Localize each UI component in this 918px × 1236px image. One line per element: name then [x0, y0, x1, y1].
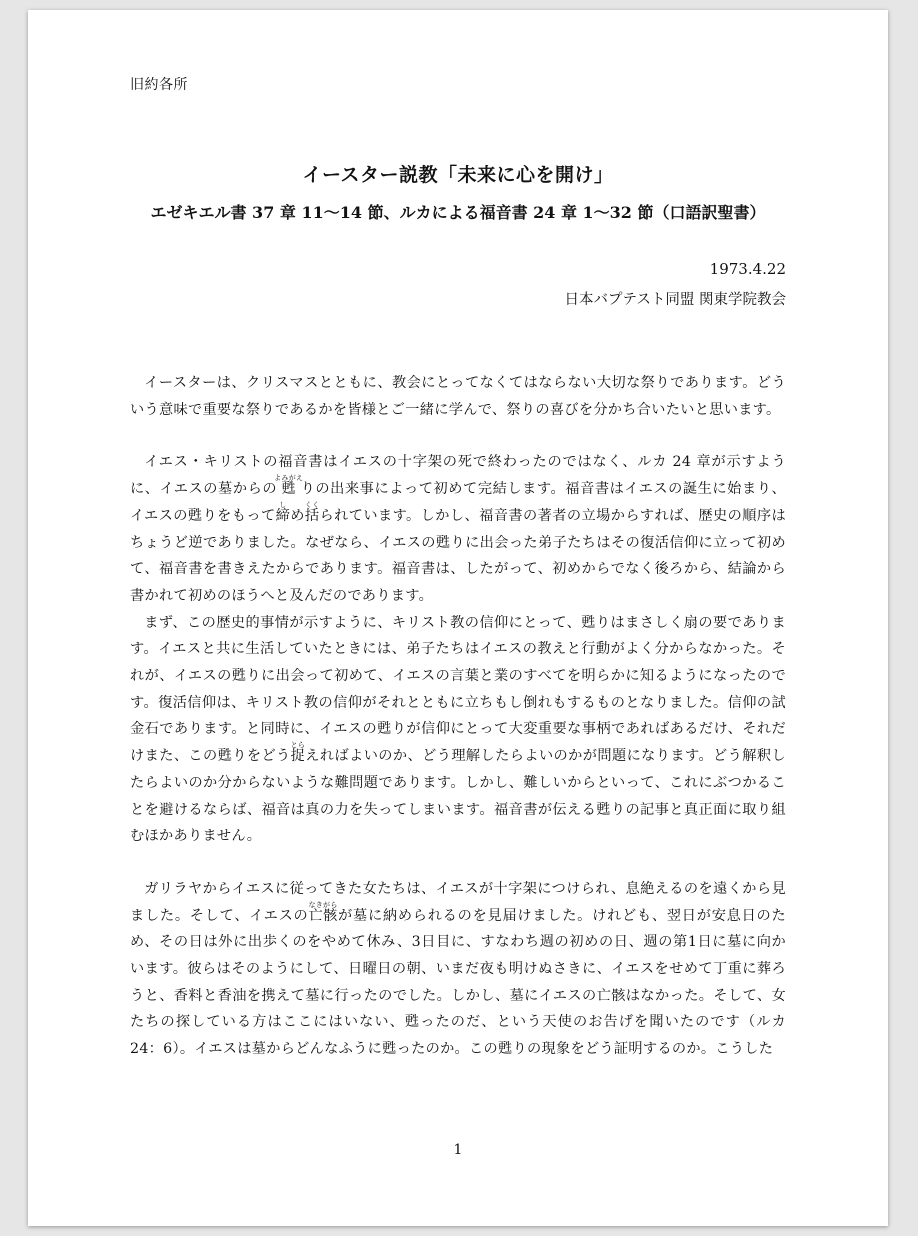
- sermon-title: イースター説教「未来に心を開け」: [302, 164, 614, 186]
- ruby-reading: くく: [304, 500, 320, 509]
- ruby-base: 括: [304, 507, 320, 524]
- paragraph-2-text-a: イエス・キリストの福音書はイエスの十字架の死で終わったのではなく、ルカ 24 章が示すように、イエスの墓からの: [130, 454, 786, 498]
- ruby-reading: とら: [290, 741, 306, 750]
- sermon-body: [130, 370, 786, 1063]
- paragraph-4: [130, 876, 786, 1063]
- ruby-nakigara: [308, 900, 338, 924]
- paragraph-3: [130, 610, 786, 850]
- ruby-base: 甦: [274, 481, 304, 498]
- paragraph-3-text-a: まず、この歴史的事情が示すように、キリスト教の信仰にとって、甦りはまさしく扇の要であります。イエスと共に生活していたときには、弟子たちはイエスの教えと行動がよく分からなかった。それが、イエスの甦りに出会って初めて、イエスの言葉と業のすべてを明らかに知るようになったのです。復活信仰は、キリスト教の信仰がそれとともに立ちもし倒れもするものとなりました。信仰の試金石であります。と同時に、イエスの甦りが信仰にとって大変重要な事柄であればあるだけ、それだけまた、この甦りをどう: [130, 614, 786, 765]
- ruby-reading: し: [275, 500, 291, 509]
- ruby-base: 捉: [290, 748, 306, 765]
- ruby-tora: [290, 741, 306, 765]
- ruby-base: 亡骸: [308, 907, 338, 924]
- paragraph-3-text-b: えればよいのか、どう理解したらよいのかが問題になります。どう解釈したらよいのか分からないような難問題であります。しかし、難しいからといって、これにぶつかることを避けるならば、福音は真の力を失ってしまいます。福音書が伝える甦りの記事と真正面に取り組むほかありません。: [130, 748, 786, 845]
- ruby-kuku: [304, 500, 320, 524]
- paragraph-2-text-c: め: [290, 507, 305, 524]
- paragraph-1: イースターは、クリスマスとともに、教会にとってなくてはならない大切な祭りであります。どういう意味で重要な祭りであるかを皆様とご一緒に学んで、祭りの喜びを分かち合いたいと思います。: [130, 375, 786, 418]
- page-number: 1: [453, 1142, 463, 1158]
- church-name: 日本バプテスト同盟 関東学院教会: [564, 292, 786, 308]
- sermon-date: 1973.4.22: [709, 260, 786, 278]
- ruby-yomigae: [274, 474, 304, 498]
- paragraph-2-text-d: られています。しかし、福音書の著者の立場からすれば、歴史の順序はちょうど逆でありました。なぜなら、イエスの甦りに出会った弟子たちはその復活信仰に立って初めて、福音書を書きえたからであります。福音書は、したがって、初めからでなく後ろから、結論から書かれて初めのほうへと及んだのであります。: [130, 507, 786, 604]
- ruby-base: 締: [275, 507, 291, 524]
- document-page: [28, 10, 888, 1226]
- ruby-shi: [275, 500, 291, 524]
- header-label: 旧約各所: [130, 77, 188, 93]
- paragraph-2: [130, 449, 786, 609]
- paragraph-4-text-a: ガリラヤからイエスに従ってきた女たちは、イエスが十字架につけられ、息絶えるのを遠くから見ました。そして、イエスの: [130, 880, 786, 924]
- scripture-reference: エゼキエル書 37 章 11〜14 節、ルカによる福音書 24 章 1〜32 節（口語訳聖書）: [150, 203, 766, 222]
- ruby-reading: よみがえ: [274, 474, 304, 483]
- ruby-reading: なきがら: [308, 900, 338, 909]
- paragraph-4-text-b: が墓に納められるのを見届けました。けれども、翌日が安息日のため、その日は外に出歩くのをやめて休み、3日目に、すなわち週の初めの日、週の第1日に墓に向かいます。彼らはそのようにして、日曜日の朝、いまだ夜も明けぬさきに、イエスをせめて丁重に葬ろうと、香料と香油を携えて墓に行ったのでした。しかし、墓にイエスの亡骸はなかった。そして、女たちの探している方はここにはいない、甦ったのだ、という天使のお告げを聞いたのです（ルカ 24：6）。イエスは墓からどんなふうに甦ったのか。この甦りの現象をどう証明するのか。こうした: [130, 907, 786, 1058]
- paragraph-2-text-b: りの出来事によって初めて完結します。福音書はイエスの誕生に始まり、イエスの甦りをもって: [130, 481, 786, 524]
